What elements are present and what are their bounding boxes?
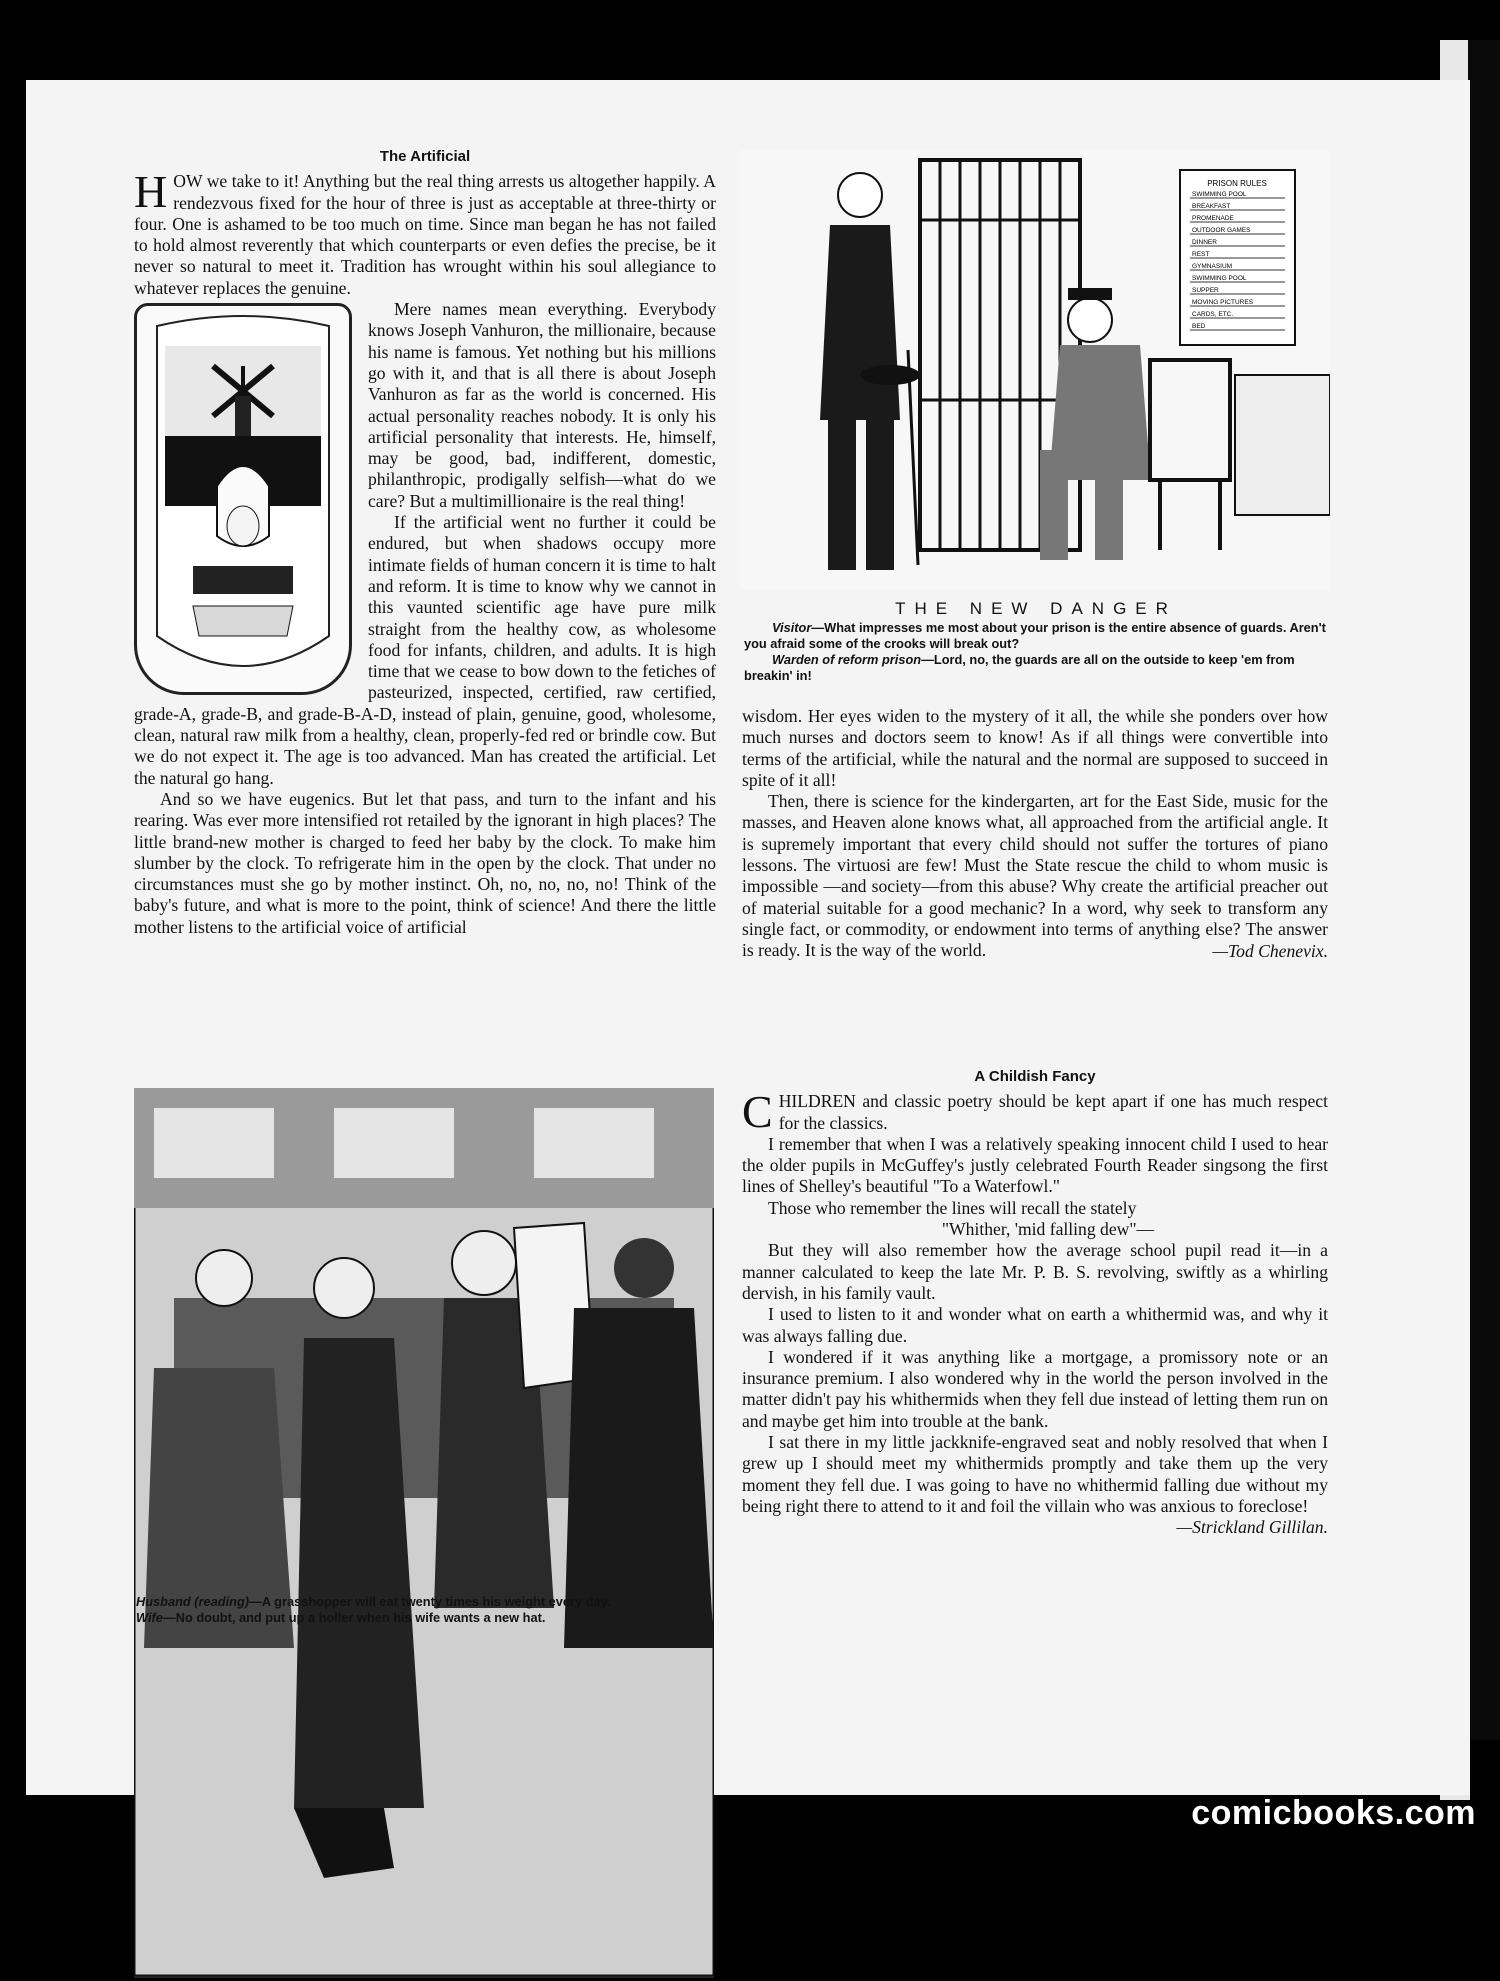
article2-p2: I remember that when I was a relatively speaking innocent child I used to hear the older pupils in McGuffey's justly celebrated Fourth Reader singsong the first lines of Shelley's beautiful "To a Waterfowl."	[742, 1133, 1328, 1197]
prison-rule-item: SUPPER	[1192, 287, 1219, 294]
windmill-illustration	[134, 303, 352, 695]
right-edge-strip	[1468, 40, 1500, 1740]
article-p4: And so we have eugenics. But let that pass, and turn to the infant and his rearing. Was ever more intensified rot retailed by the ignorant in high places? The little brand-new mother is charged to feed her baby by the clock. To make him slumber by the clock. To refrigerate him in the open by the clock. That under no circumstances must she go by mother instinct. Oh, no, no, no, no! Think of the baby's future, and what is more to the point, think of science! And there the little mother listens to the artificial voice of artificial	[134, 788, 716, 937]
prison-cartoon-drawing	[740, 150, 1330, 590]
article-heading: The Artificial	[379, 148, 471, 165]
prison-rule-item: SWIMMING POOL	[1192, 275, 1247, 282]
prison-rule-item: MOVING PICTURES	[1192, 299, 1254, 306]
prison-rule-item: BED	[1192, 323, 1206, 330]
article-p2: Mere names mean everything. Everybody knows Joseph Vanhuron, the millionaire, because his name is famous. Yet nothing but his millions go with it, and that is all there is about Joseph Vanhuron as far as the world is concerned. His actual personality reaches nobody. It is only his artificial personality that interests. He, himself, may be good, bad, indifferent, domestic, philanthropic, prodigally selfish—what do we care? But a multimillionaire is the real thing!	[368, 299, 716, 511]
prison-rules-title: PRISON RULES	[1207, 179, 1267, 188]
train-cartoon-drawing	[134, 1088, 714, 1976]
article2-p4: But they will also remember how the average school pupil read it—in a manner calculated to keep the late Mr. P. B. S. revolving, swiftly as a whirling dervish, in his family vault.	[742, 1240, 1328, 1303]
article-artificial-col1	[134, 146, 716, 938]
article-intro: HOW we take to it! Anything but the real thing arrests us altogether happily. A rendezvous fixed for the hour of three is just as acceptable at three-thirty or four. One is ashamed to be too much on time. Since man began he has not failed to hold almost reverently that which counterparts or even defies the precise, be it never so natural to meet it. Tradition has wrought within his soul allegiance to whatever replaces the genuine.	[134, 166, 716, 298]
article-p6: Then, there is science for the kindergarten, art for the East Side, music for the masses, and Heaven alone knows what, all approached from the artificial angle. It is supremely important that every child should not suffer the tortures of piano lessons. The virtuosi are few! Must the State rescue the child to whom music is impossible —and society—from this abuse? Why create the artificial preacher out of material suitable for a good mechanic? In a word, why seek to transform any single fact, or commodity, or endowment into terms of anything else? The answer is ready. It is the way of the world.	[742, 791, 1328, 961]
prison-rule-item: SWIMMING POOL	[1192, 191, 1247, 198]
prison-rule-item: BREAKFAST	[1192, 203, 1231, 210]
drop-cap: H	[134, 166, 168, 218]
drop-cap-c: C	[742, 1086, 773, 1138]
prison-rule-item: PROMENADE	[1192, 215, 1234, 222]
husband-wife-caption: Husband (reading)—A grasshopper will eat twenty times his weight every day. Wife—No doubt, and put up a holler when his wife wants a new hat.	[136, 1594, 611, 1625]
article2-p3: Those who remember the lines will recall the stately	[768, 1197, 1137, 1218]
prison-rule-item: CARDS, ETC.	[1192, 311, 1234, 318]
article2-heading: A Childish Fancy	[974, 1068, 1096, 1085]
prison-rule-item: DINNER	[1192, 239, 1217, 246]
prison-cartoon	[740, 150, 1330, 590]
article2-p7: I sat there in my little jackknife-engraved seat and nobly resolved that when I grew up I should meet my whithermids promptly and take them up the very moment they fell due. I was going to have no whithermid falling due without my being right there to attend to it and foil the villain who was anxious to foreclose!	[742, 1432, 1328, 1516]
caption-speaker-husband: Husband (reading)	[136, 1594, 250, 1609]
windmill-girl-drawing	[137, 306, 349, 692]
article-artificial-col2	[742, 706, 1328, 962]
author-signature: —Tod Chenevix.	[1212, 940, 1328, 961]
caption-speaker-wife: Wife	[136, 1610, 163, 1625]
article2-p6: I wondered if it was anything like a mortgage, a promissory note or an insurance premium. I also wondered why in the world the person involved in the matter didn't pay his whithermids when they fell due instead of letting them run on and maybe get him into trouble at the bank.	[742, 1346, 1328, 1431]
prison-cartoon-caption: Visitor—What impresses me most about your prison is the entire absence of guards. Aren't you afraid some of the crooks will break out? Warden of reform prison—Lord, no, the guards are all on the outside to keep 'em from breakin' in!	[744, 620, 1326, 683]
cartoon-title: THE NEW DANGER	[895, 599, 1177, 618]
prison-rule-item: OUTDOOR GAMES	[1192, 227, 1251, 234]
article-p5: wisdom. Her eyes widen to the mystery of it all, the while she ponders over how much nurses and doctors seem to know! As if all things were convertible into terms of the artificial, while the natural and the normal are supposed to succeed in spite of it all!	[742, 706, 1328, 790]
article2-p5: I used to listen to it and wonder what on earth a whithermid was, and why it was always falling due.	[742, 1304, 1328, 1346]
caption-speaker-visitor: Visitor	[772, 620, 812, 635]
poem-quote: "Whither, 'mid falling dew"—	[941, 1219, 1155, 1240]
site-watermark: comicbooks.com	[1191, 1794, 1476, 1832]
author2-signature: —Strickland Gillilan.	[1176, 1517, 1328, 1538]
prison-rule-item: REST	[1192, 251, 1210, 258]
article2-intro: CHILDREN and classic poetry should be kept apart if one has much respect for the classics.	[742, 1086, 1328, 1138]
train-cartoon-art	[134, 1088, 714, 1976]
caption-speaker-warden: Warden of reform prison	[772, 652, 922, 667]
prison-rule-item: GYMNASIUM	[1192, 263, 1233, 270]
article-childish-fancy	[742, 1066, 1328, 1539]
article-p3: If the artificial went no further it could be endured, but when shadows occupy more intimate fields of human concern it is time to halt and reform. It is time to know why we cannot in this vaunted scientific age have pure milk straight from the healthy cow, as wholesome food for infants, children, and adults. It is high time that we cease to bow down to the fetiches of pasteurized, inspected, certified, raw certified, grade-A, grade-B, and grade-B-A-D, instead of plain, genuine, good, wholesome, clean, natural raw milk from a healthy, clean, properly-fed red or brindle cow. But we do not expect it. The age is too advanced. Man has created the artificial. Let the natural go hang.	[134, 512, 716, 788]
